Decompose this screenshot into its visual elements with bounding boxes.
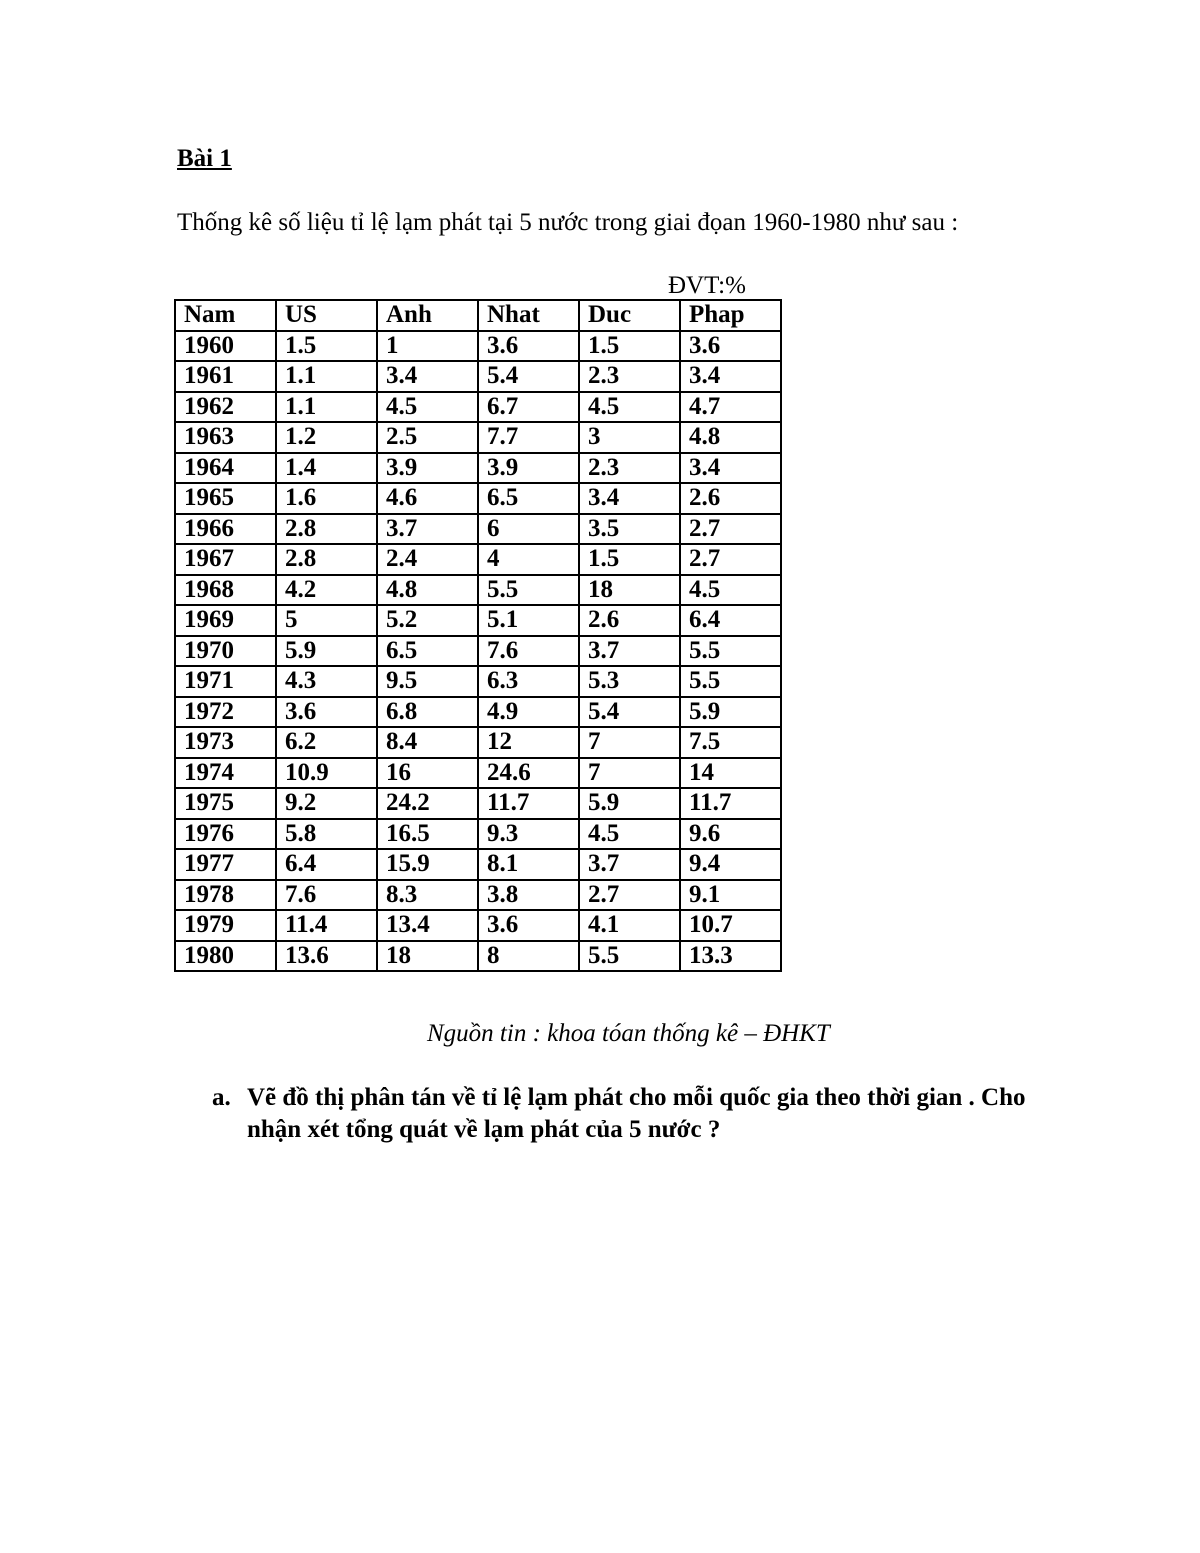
table-row [175, 605, 781, 636]
value-cell: 10.9 [276, 758, 377, 789]
value-cell: 8.4 [377, 727, 478, 758]
value-cell: 13.3 [680, 941, 781, 972]
year-cell: 1980 [175, 941, 276, 972]
value-cell: 4.9 [478, 697, 579, 728]
value-cell: 3.6 [478, 910, 579, 941]
question-a [212, 1082, 1042, 1146]
value-cell: 24.6 [478, 758, 579, 789]
value-cell: 7 [579, 758, 680, 789]
value-cell: 3 [579, 422, 680, 453]
value-cell: 9.3 [478, 819, 579, 850]
value-cell: 3.6 [680, 331, 781, 362]
table-row [175, 849, 781, 880]
value-cell: 2.8 [276, 544, 377, 575]
column-header: Nhat [478, 300, 579, 331]
value-cell: 2.6 [579, 605, 680, 636]
source-note: Nguồn tin : khoa tóan thống kê – ĐHKT [427, 1020, 830, 1047]
year-cell: 1968 [175, 575, 276, 606]
value-cell: 3.9 [478, 453, 579, 484]
year-cell: 1965 [175, 483, 276, 514]
value-cell: 9.4 [680, 849, 781, 880]
question-text: Vẽ đồ thị phân tán về tỉ lệ lạm phát cho mỗi quốc gia theo thời gian . Cho nhận xét tổng quát về lạm phát của 5 nước ? [247, 1084, 1026, 1143]
column-header: Phap [680, 300, 781, 331]
value-cell: 24.2 [377, 788, 478, 819]
value-cell: 8.3 [377, 880, 478, 911]
table-row [175, 544, 781, 575]
table-row [175, 880, 781, 911]
year-cell: 1964 [175, 453, 276, 484]
value-cell: 3.6 [276, 697, 377, 728]
value-cell: 9.2 [276, 788, 377, 819]
value-cell: 18 [377, 941, 478, 972]
inflation-table [174, 299, 782, 972]
year-cell: 1970 [175, 636, 276, 667]
table-body [175, 331, 781, 972]
value-cell: 3.7 [579, 636, 680, 667]
value-cell: 2.3 [579, 453, 680, 484]
value-cell: 13.4 [377, 910, 478, 941]
value-cell: 5.2 [377, 605, 478, 636]
table-header-row [175, 300, 781, 331]
year-cell: 1963 [175, 422, 276, 453]
value-cell: 1.1 [276, 392, 377, 423]
value-cell: 3.4 [680, 453, 781, 484]
value-cell: 3.4 [377, 361, 478, 392]
value-cell: 3.5 [579, 514, 680, 545]
table-row [175, 758, 781, 789]
year-cell: 1960 [175, 331, 276, 362]
value-cell: 2.7 [680, 514, 781, 545]
question-marker: a. [212, 1084, 231, 1111]
column-header: Nam [175, 300, 276, 331]
year-cell: 1962 [175, 392, 276, 423]
value-cell: 4.8 [377, 575, 478, 606]
value-cell: 6.5 [478, 483, 579, 514]
value-cell: 2.6 [680, 483, 781, 514]
table-row [175, 697, 781, 728]
table-row [175, 575, 781, 606]
value-cell: 6.7 [478, 392, 579, 423]
value-cell: 6.8 [377, 697, 478, 728]
year-cell: 1966 [175, 514, 276, 545]
value-cell: 3.6 [478, 331, 579, 362]
value-cell: 5.1 [478, 605, 579, 636]
table-row [175, 422, 781, 453]
value-cell: 5.9 [680, 697, 781, 728]
value-cell: 16 [377, 758, 478, 789]
value-cell: 6.4 [680, 605, 781, 636]
year-cell: 1971 [175, 666, 276, 697]
table-row [175, 910, 781, 941]
value-cell: 5.4 [478, 361, 579, 392]
value-cell: 9.6 [680, 819, 781, 850]
value-cell: 11.7 [478, 788, 579, 819]
value-cell: 7.7 [478, 422, 579, 453]
value-cell: 5.5 [680, 636, 781, 667]
value-cell: 4.5 [579, 819, 680, 850]
column-header: Duc [579, 300, 680, 331]
value-cell: 1.6 [276, 483, 377, 514]
year-cell: 1977 [175, 849, 276, 880]
value-cell: 6.4 [276, 849, 377, 880]
value-cell: 14 [680, 758, 781, 789]
year-cell: 1969 [175, 605, 276, 636]
table-row [175, 941, 781, 972]
table-row [175, 636, 781, 667]
value-cell: 4.5 [579, 392, 680, 423]
table-row [175, 331, 781, 362]
value-cell: 3.7 [579, 849, 680, 880]
value-cell: 4 [478, 544, 579, 575]
year-cell: 1972 [175, 697, 276, 728]
table-row [175, 819, 781, 850]
value-cell: 11.7 [680, 788, 781, 819]
value-cell: 9.5 [377, 666, 478, 697]
year-cell: 1974 [175, 758, 276, 789]
table-row [175, 453, 781, 484]
value-cell: 5.5 [478, 575, 579, 606]
value-cell: 5.5 [680, 666, 781, 697]
value-cell: 1 [377, 331, 478, 362]
value-cell: 5.8 [276, 819, 377, 850]
column-header: Anh [377, 300, 478, 331]
value-cell: 16.5 [377, 819, 478, 850]
value-cell: 4.8 [680, 422, 781, 453]
value-cell: 3.7 [377, 514, 478, 545]
value-cell: 4.6 [377, 483, 478, 514]
value-cell: 2.3 [579, 361, 680, 392]
value-cell: 3.8 [478, 880, 579, 911]
value-cell: 8 [478, 941, 579, 972]
value-cell: 7.6 [276, 880, 377, 911]
value-cell: 13.6 [276, 941, 377, 972]
value-cell: 12 [478, 727, 579, 758]
value-cell: 4.7 [680, 392, 781, 423]
table-row [175, 666, 781, 697]
value-cell: 1.5 [579, 544, 680, 575]
unit-label: ĐVT:% [668, 272, 746, 299]
value-cell: 4.2 [276, 575, 377, 606]
value-cell: 6.3 [478, 666, 579, 697]
value-cell: 2.7 [579, 880, 680, 911]
value-cell: 1.5 [579, 331, 680, 362]
value-cell: 2.7 [680, 544, 781, 575]
year-cell: 1967 [175, 544, 276, 575]
value-cell: 5.9 [276, 636, 377, 667]
value-cell: 3.4 [579, 483, 680, 514]
value-cell: 2.8 [276, 514, 377, 545]
year-cell: 1973 [175, 727, 276, 758]
value-cell: 4.1 [579, 910, 680, 941]
value-cell: 8.1 [478, 849, 579, 880]
value-cell: 5 [276, 605, 377, 636]
year-cell: 1976 [175, 819, 276, 850]
value-cell: 6.2 [276, 727, 377, 758]
value-cell: 5.9 [579, 788, 680, 819]
value-cell: 7 [579, 727, 680, 758]
exercise-title: Bài 1 [177, 145, 232, 172]
value-cell: 6 [478, 514, 579, 545]
value-cell: 7.5 [680, 727, 781, 758]
column-header: US [276, 300, 377, 331]
value-cell: 5.3 [579, 666, 680, 697]
value-cell: 4.3 [276, 666, 377, 697]
value-cell: 4.5 [377, 392, 478, 423]
value-cell: 10.7 [680, 910, 781, 941]
value-cell: 2.5 [377, 422, 478, 453]
value-cell: 3.4 [680, 361, 781, 392]
value-cell: 1.1 [276, 361, 377, 392]
value-cell: 2.4 [377, 544, 478, 575]
value-cell: 1.2 [276, 422, 377, 453]
value-cell: 5.5 [579, 941, 680, 972]
value-cell: 15.9 [377, 849, 478, 880]
table-row [175, 788, 781, 819]
value-cell: 7.6 [478, 636, 579, 667]
value-cell: 1.4 [276, 453, 377, 484]
value-cell: 1.5 [276, 331, 377, 362]
value-cell: 18 [579, 575, 680, 606]
table-row [175, 514, 781, 545]
intro-paragraph: Thống kê số liệu tỉ lệ lạm phát tại 5 nước trong giai đọan 1960-1980 như sau : [177, 209, 959, 236]
table-row [175, 727, 781, 758]
value-cell: 4.5 [680, 575, 781, 606]
year-cell: 1961 [175, 361, 276, 392]
year-cell: 1979 [175, 910, 276, 941]
table-row [175, 392, 781, 423]
table-row [175, 483, 781, 514]
year-cell: 1975 [175, 788, 276, 819]
value-cell: 9.1 [680, 880, 781, 911]
value-cell: 5.4 [579, 697, 680, 728]
year-cell: 1978 [175, 880, 276, 911]
value-cell: 3.9 [377, 453, 478, 484]
value-cell: 11.4 [276, 910, 377, 941]
value-cell: 6.5 [377, 636, 478, 667]
table-row [175, 361, 781, 392]
